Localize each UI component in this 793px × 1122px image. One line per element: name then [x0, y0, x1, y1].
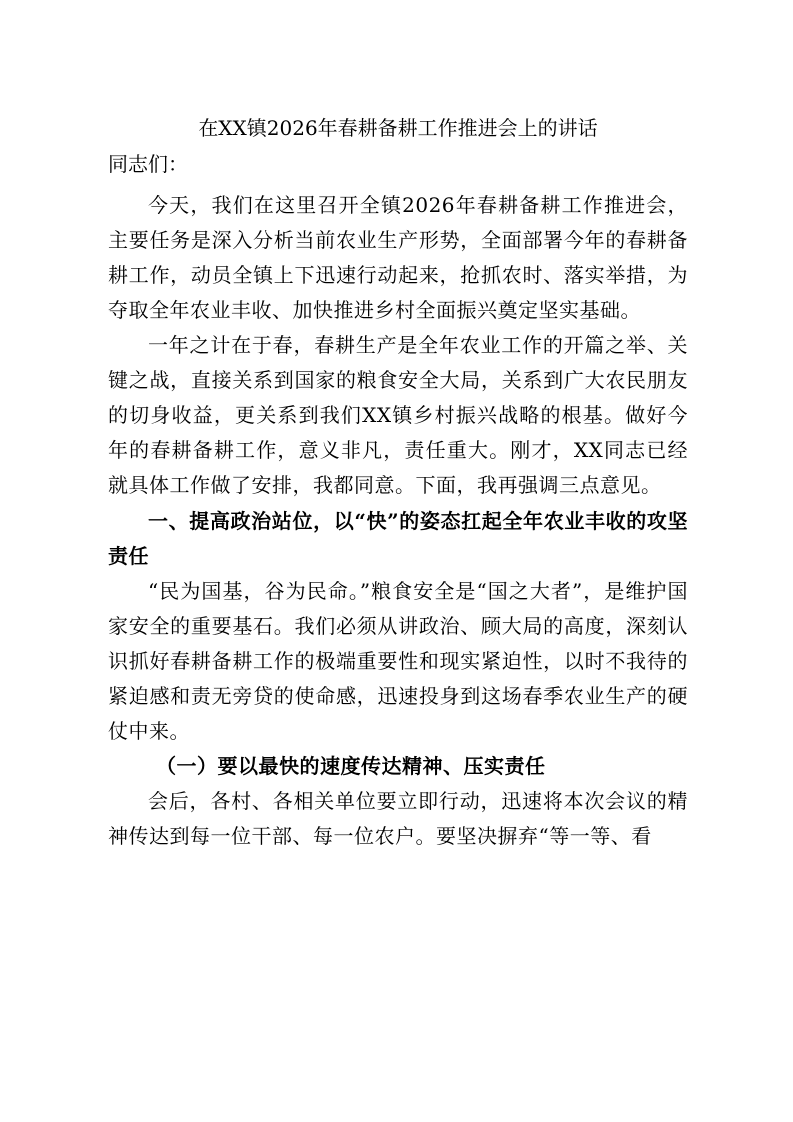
subsection-1-1-paragraph: 会后，各村、各相关单位要立即行动，迅速将本次会议的精神传达到每一位干部、每一位农户。要坚决摒弃“等一等、看: [108, 789, 688, 848]
document-page: [108, 110, 688, 854]
subsection-heading-1-1: （一）要以最快的速度传达精神、压实责任: [156, 754, 546, 778]
section-1-paragraph: “民为国基，谷为民命。”粮食安全是“国之大者”，是维护国家安全的重要基石。我们必须从讲政治、顾大局的高度，深刻认识抓好春耕备耕工作的极端重要性和现实紧迫性，以时不我待的紧迫感和责无旁贷的使命感，迅速投身到这场春季农业生产的硬仗中来。: [108, 579, 688, 743]
paragraph-significance: 一年之计在于春，春耕生产是全年农业工作的开篇之举、关键之战，直接关系到国家的粮食安全大局，关系到广大农民朋友的切身收益，更关系到我们XX镇乡村振兴战略的根基。做好今年的春耕备耕工作，意义非凡，责任重大。刚才，XX同志已经就具体工作做了安排，我都同意。下面，我再强调三点意见。: [108, 333, 688, 497]
section-heading-1: 一、提高政治站位，以“快”的姿态扛起全年农业丰收的攻坚责任: [108, 509, 688, 568]
paragraph-opening: 今天，我们在这里召开全镇2026年春耕备耕工作推进会，主要任务是深入分析当前农业生产形势，全面部署今年的春耕备耕工作，动员全镇上下迅速行动起来，抢抓农时、落实举措，为夺取全年农业丰收、加快推进乡村全面振兴奠定坚实基础。: [108, 193, 688, 322]
document-title: 在XX镇2026年春耕备耕工作推进会上的讲话: [198, 116, 598, 140]
salutation: 同志们：: [108, 152, 188, 176]
